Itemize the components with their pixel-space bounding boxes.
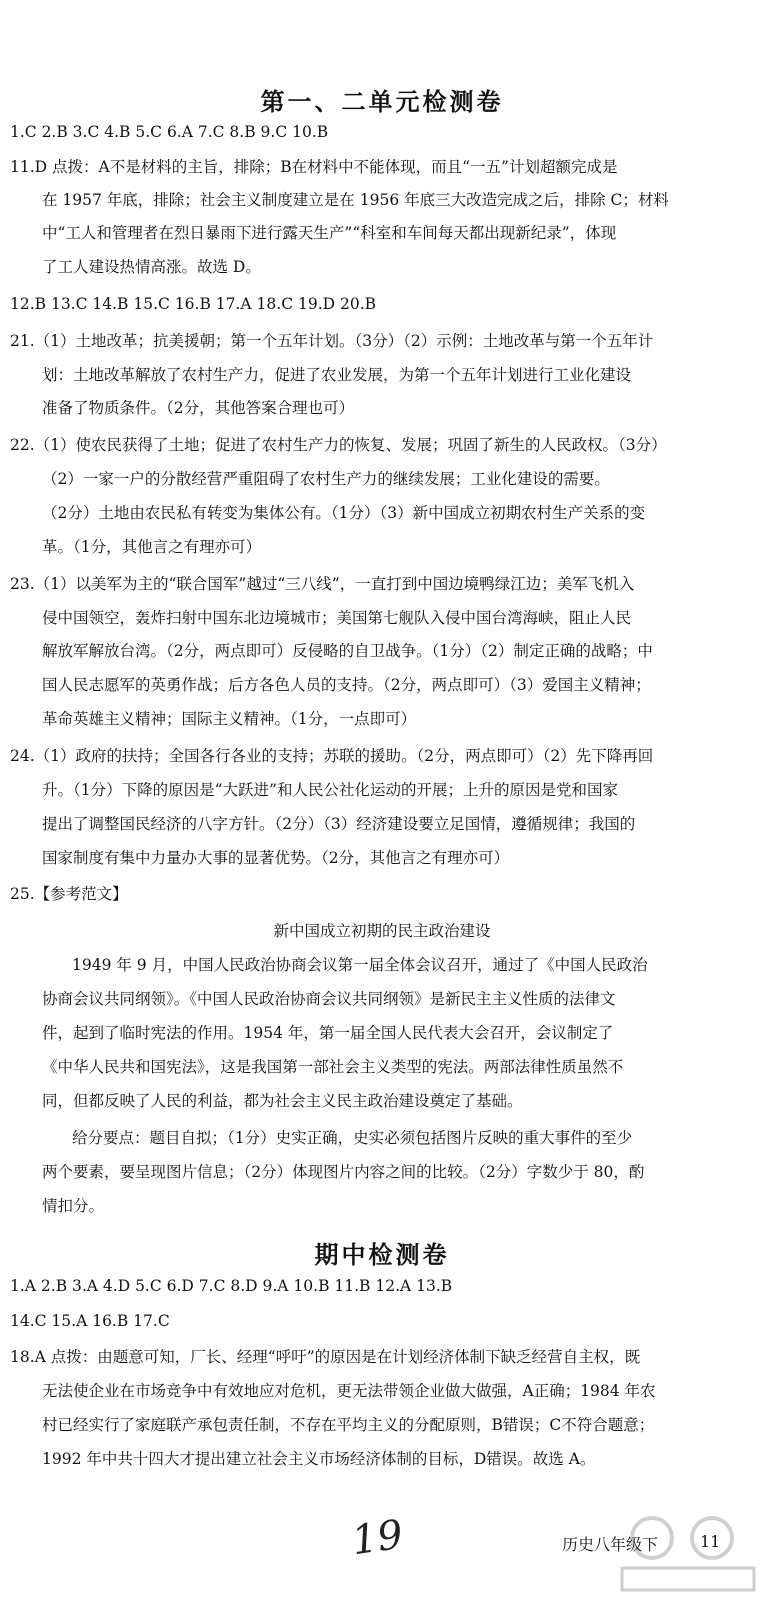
answer-line: 18.A 点拨：由题意可知，厂长、经理“呼吁”的原因是在计划经济体制下缺乏经营自主权，既 xyxy=(10,1348,641,1366)
section1-title: 第一、二单元检测卷 xyxy=(260,88,504,116)
answer-line: 侵中国领空，轰炸扫射中国东北边境城市；美国第七舰队入侵中国台湾海峡，阻止人民 xyxy=(42,609,632,627)
answer-line: 24.（1）政府的扶持；全国各行各业的支持；苏联的援助。（2分，两点即可）（2）先下降再回 xyxy=(10,747,654,765)
answer-line: 革命英雄主义精神；国际主义精神。（1分，一点即可） xyxy=(42,710,417,728)
essay-title: 新中国成立初期的民主政治建设 xyxy=(273,922,491,940)
answer-line: 12.B 13.C 14.B 15.C 16.B 17.A 18.C 19.D 20.B xyxy=(10,295,377,313)
answer-line: 1.C 2.B 3.C 4.B 5.C 6.A 7.C 8.B 9.C 10.B xyxy=(10,123,329,141)
answer-line: 准备了物质条件。（2分，其他答案合理也可） xyxy=(42,399,355,417)
answer-line: （2分）土地由农民私有转变为集体公有。（1分）（3）新中国成立初期农村生产关系的变 xyxy=(42,504,646,522)
answer-line: 22.（1）使农民获得了土地；促进了农村生产力的恢复、发展；巩固了新生的人民政权。（3分） xyxy=(10,436,667,454)
answer-line: 划：土地改革解放了农村生产力，促进了农业发展，为第一个五年计划进行工业化建设 xyxy=(42,366,632,384)
answer-line: 国家制度有集中力量办大事的显著优势。（2分，其他言之有理亦可） xyxy=(42,849,510,867)
scoring-line: 情扣分。 xyxy=(42,1197,105,1215)
answer-line: 升。（1分）下降的原因是“大跃进”和人民公社化运动的开展；上升的原因是党和国家 xyxy=(42,781,618,799)
essay-line: 同，但都反映了人民的利益，都为社会主义民主政治建设奠定了基础。 xyxy=(42,1092,523,1110)
answer-line: 无法使企业在市场竞争中有效地应对危机，更无法带领企业做大做强，A正确；1984 年农 xyxy=(42,1382,656,1400)
answer-line: 21.（1）土地改革；抗美援朝；第一个五年计划。（3分）（2）示例：土地改革与第一个五年计 xyxy=(10,332,654,350)
answer-line: 村已经实行了家庭联产承包责任制，不存在平均主义的分配原则，B错误；C不符合题意； xyxy=(42,1416,655,1434)
answer-line: 25.【参考范文】 xyxy=(10,885,128,903)
answer-line: 在 1957 年底，排除；社会主义制度建立是在 1956 年底三大改造完成之后，排除 C；材料 xyxy=(42,191,669,209)
answer-line: 提出了调整国民经济的八字方针。（2分）（3）经济建设要立足国情，遵循规律；我国的 xyxy=(42,815,636,833)
answer-line: 23.（1）以美军为主的“联合国军”越过“三八线”，一直打到中国边境鸭绿江边；美军飞机入 xyxy=(10,575,635,593)
section2-title: 期中检测卷 xyxy=(314,1241,450,1269)
answer-line: 中“工人和管理者在烈日暴雨下进行露天生产”“科室和车间每天都出现新纪录”，体现 xyxy=(42,224,617,242)
answer-line: 14.C 15.A 16.B 17.C xyxy=(10,1312,170,1330)
answer-line: 国人民志愿军的英勇作战；后方各色人员的支持。（2分，两点即可）（3）爱国主义精神； xyxy=(42,676,651,694)
essay-line: 协商会议共同纲领》。《中国人民政治协商会议共同纲领》是新民主主义性质的法律文 xyxy=(42,990,616,1008)
scoring-line: 两个要素，要呈现图片信息；（2分）体现图片内容之间的比较。（2分）字数少于 80，酌 xyxy=(42,1163,645,1181)
answer-line: 了工人建设热情高涨。故选 D。 xyxy=(42,258,261,276)
essay-line: 件，起到了临时宪法的作用。1954 年，第一届全国人民代表大会召开，会议制定了 xyxy=(42,1024,614,1042)
answer-line: 解放军解放台湾。（2分，两点即可）反侵略的自卫战争。（1分）（2）制定正确的战略；中 xyxy=(42,642,653,660)
footer-subject: 历史八年级下 xyxy=(562,1535,659,1554)
handwritten-page-number: 19 xyxy=(349,1511,406,1565)
answer-line: 1.A 2.B 3.A 4.D 5.C 6.D 7.C 8.D 9.A 10.B 11.B 12.A 13.B xyxy=(10,1277,453,1295)
scoring-line: 给分要点：题目自拟；（1分）史实正确，史实必须包括图片反映的重大事件的至少 xyxy=(72,1129,633,1147)
answer-line: 1992 年中共十四大才提出建立社会主义市场经济体制的目标，D错误。故选 A。 xyxy=(42,1450,596,1468)
watermark-logo-icon xyxy=(612,1508,764,1600)
answer-line: 革。（1分，其他言之有理亦可） xyxy=(42,538,262,556)
answer-line: （2）一家一户的分散经营严重阻碍了农村生产力的继续发展；工业化建设的需要。 xyxy=(42,470,610,488)
essay-line: 1949 年 9 月，中国人民政治协商会议第一届全体会议召开，通过了《中国人民政治 xyxy=(72,956,648,974)
answer-line: 11.D 点拨：A不是材料的主旨，排除；B在材料中不能体现，而且“一五”计划超额完成是 xyxy=(10,158,618,176)
footer-page-code: 11 xyxy=(700,1532,721,1551)
essay-line: 《中华人民共和国宪法》，这是我国第一部社会主义类型的宪法。两部法律性质虽然不 xyxy=(42,1058,624,1076)
